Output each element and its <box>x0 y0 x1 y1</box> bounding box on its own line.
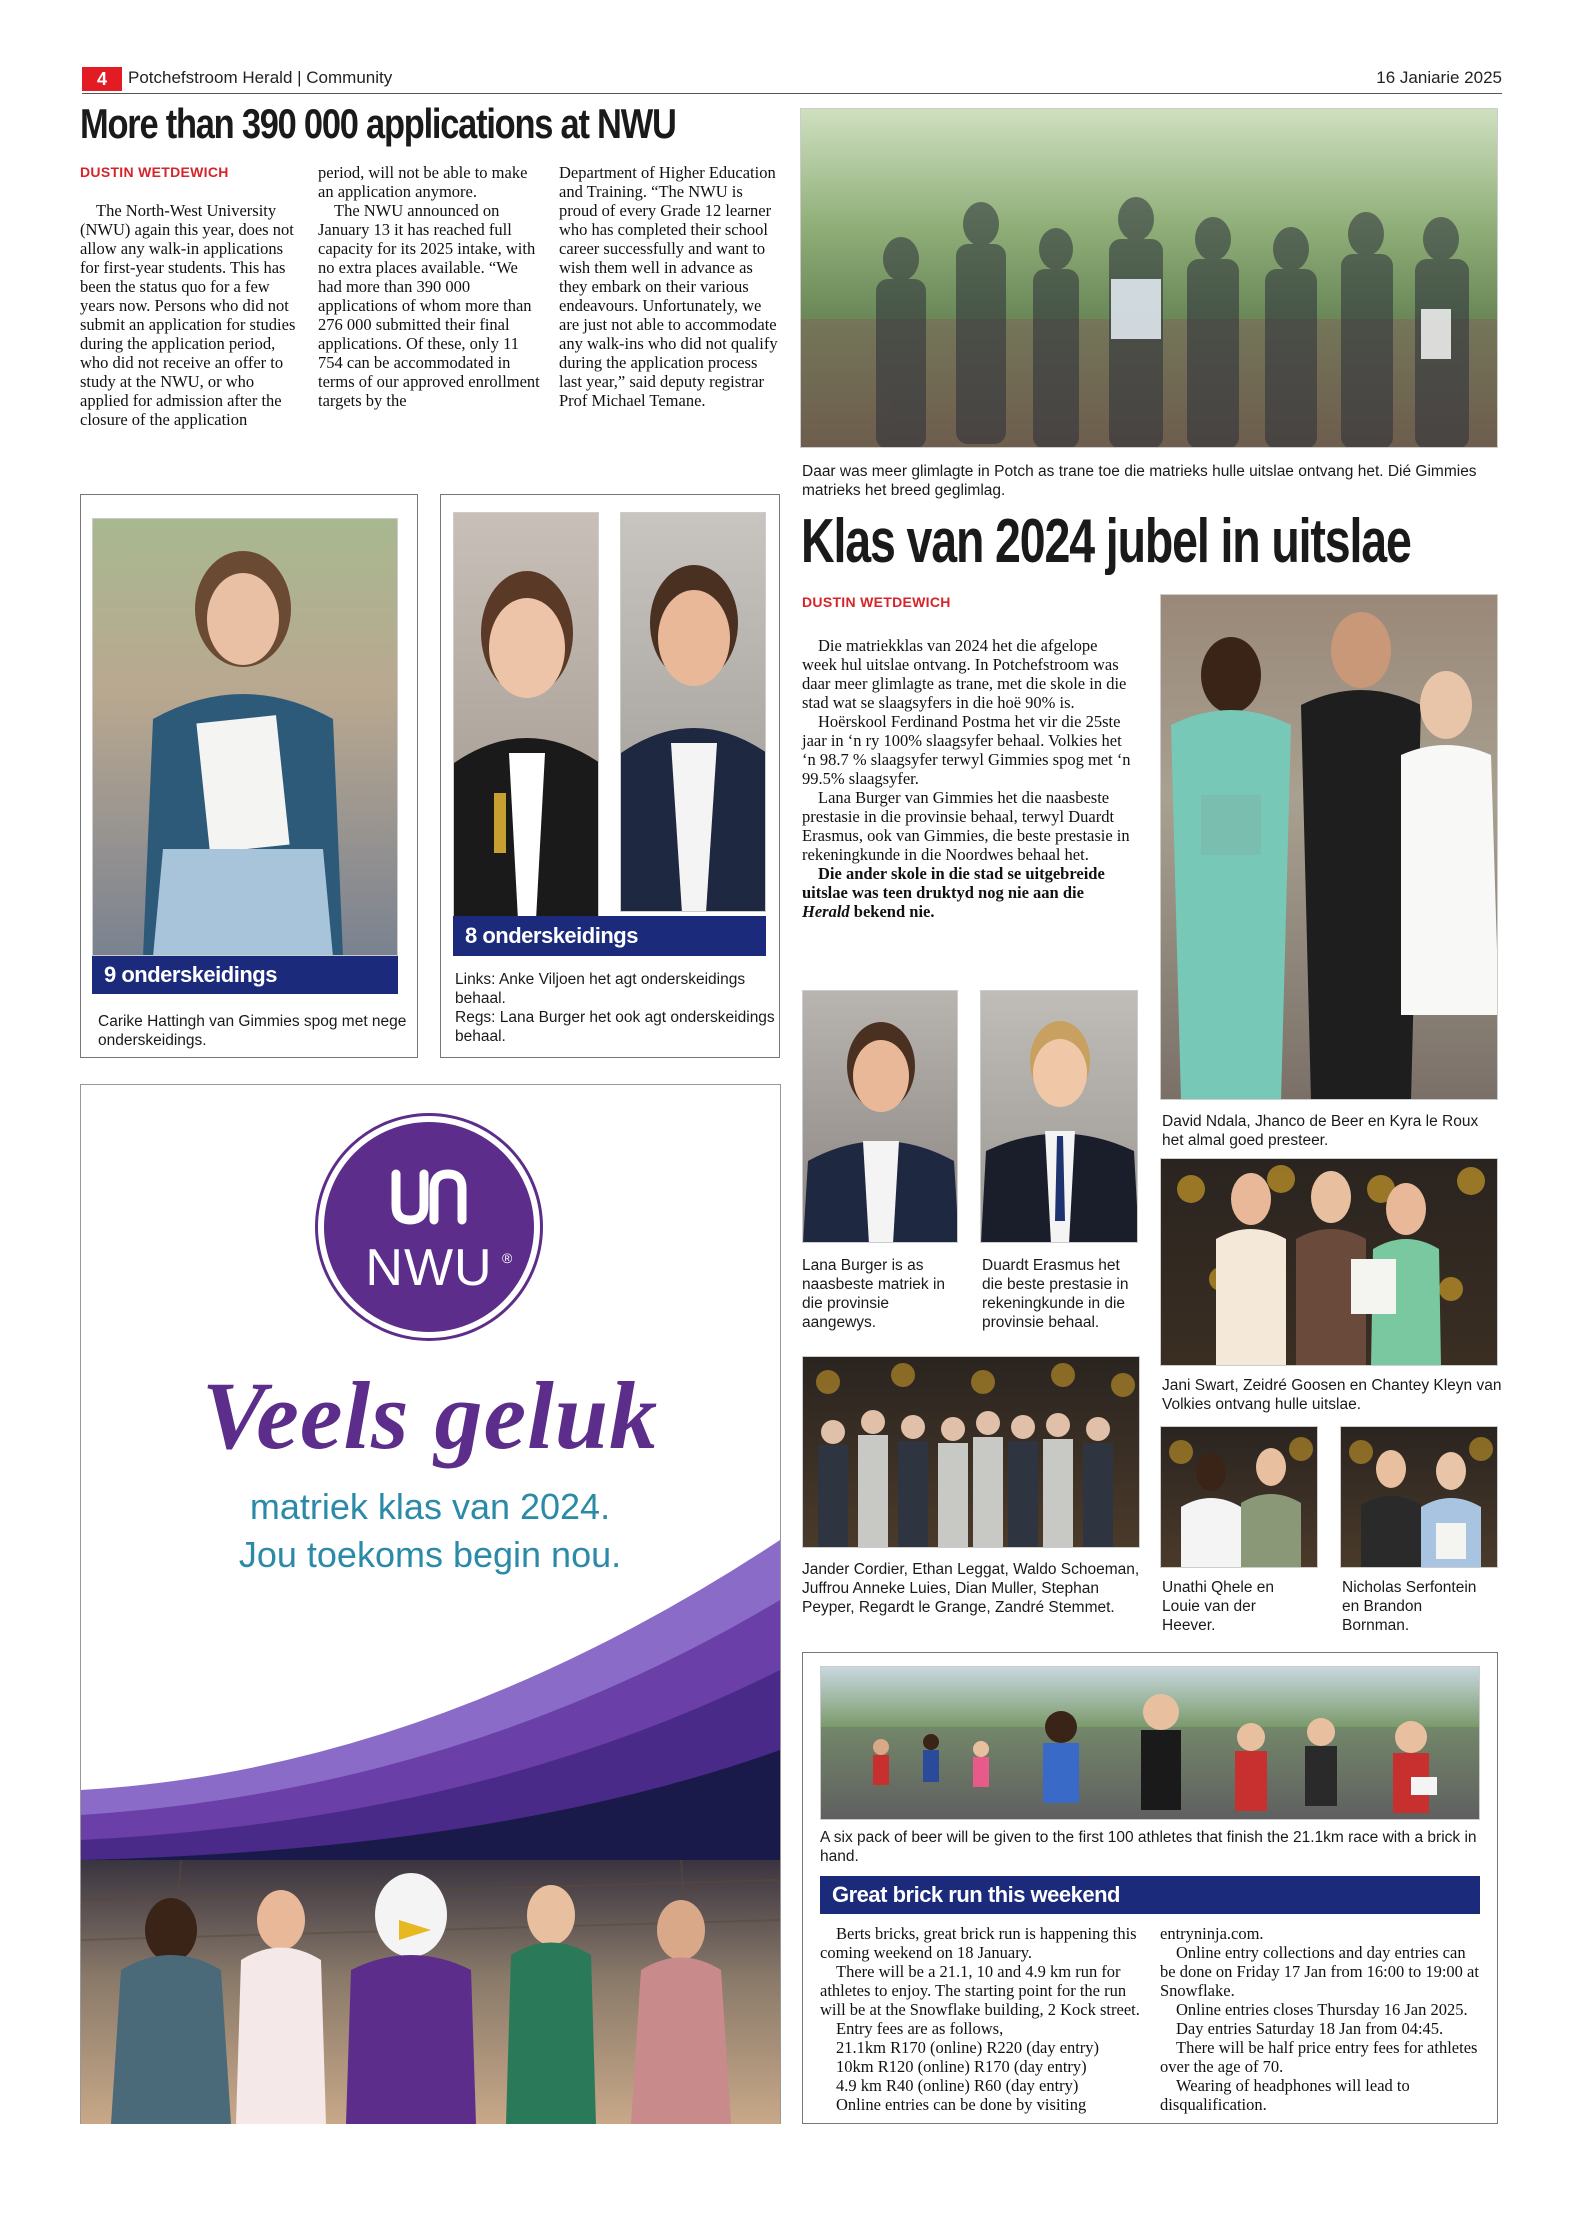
ndala-caption: David Ndala, Jhanco de Beer en Kyra le Roux het almal goed presteer. <box>1162 1113 1479 1149</box>
pair-silhouettes <box>1341 1427 1498 1568</box>
publication-name: Herald <box>802 902 850 921</box>
lana-caption: Lana Burger is as naasbeste matriek in die provinsie aangewys. <box>802 1257 946 1331</box>
caption-line: Regs: Lana Burger het ook agt onderskeidings behaal. <box>455 1009 775 1045</box>
group-silhouettes <box>801 109 1498 448</box>
brick-paragraph: entryninja.com. <box>1160 1924 1264 1943</box>
volkies-photo <box>1160 1158 1498 1366</box>
portrait-silhouette <box>981 991 1138 1243</box>
distinction-banner: 8 onderskeidings <box>453 916 766 956</box>
section-label: Potchefstroom Herald | Community <box>128 68 393 87</box>
anke-photo <box>453 512 599 956</box>
portrait-silhouette <box>621 513 766 912</box>
duardt-caption: Duardt Erasmus het die beste prestasie in rekeningkunde in die provinsie behaal. <box>982 1257 1129 1331</box>
group-silhouettes <box>1161 595 1498 1100</box>
brick-run-banner: Great brick run this weekend <box>820 1876 1480 1914</box>
pair-silhouettes <box>1161 1427 1318 1568</box>
registered-mark: ® <box>502 1250 513 1266</box>
distinction-banner: 9 onderskeidings <box>92 956 398 994</box>
article2-byline: DUSTIN WETDEWICH <box>802 594 951 610</box>
runners-silhouettes <box>821 1667 1480 1820</box>
article-paragraph: period, will not be able to make an application anymore. <box>318 163 528 201</box>
issue-date: 16 Janiarie 2025 <box>1376 68 1502 87</box>
article-column-1 <box>80 201 300 429</box>
article-paragraph: Lana Burger van Gimmies het die naasbeste prestasie in die provinsie behaal, terwyl Duardt Erasmus, ook van Gimmies, die beste prestasie in rekeningkunde in die Noordwes behaal het. <box>802 788 1130 864</box>
ad-tagline-2: Jou toekoms begin nou. <box>238 1534 622 1575</box>
article-paragraph: The North-West University (NWU) again this year, does not allow any walk-in applications for first-year students. This has been the status quo for a few years now. Persons who did not submit an application for studies during the application period, who did not receive an offer to study at the NWU, or who applied for admission after the closure of the application <box>80 201 296 429</box>
box2-caption <box>455 970 775 1046</box>
article-byline: DUSTIN WETDEWICH <box>80 164 229 180</box>
text-span: bekend nie. <box>849 902 935 921</box>
nwu-emblem-icon <box>324 1122 534 1332</box>
brick-paragraph: Entry fees are as follows, <box>836 2019 1004 2038</box>
top-photo-caption: Daar was meer glimlagte in Potch as trane toe die matrieks hulle uitslae ontvang het. Dié Gimmies matrieks het breed geglimlag. <box>802 463 1477 499</box>
brick-photo-caption: A six pack of beer will be given to the first 100 athletes that finish the 21.1km race with a brick in hand. <box>820 1829 1477 1865</box>
page-number: 4 <box>82 67 122 91</box>
article-paragraph: Die matriekklas van 2024 het die afgelope week hul uitslae ontvang. In Potchefstroom was daar meer glimlagte as trane, met die skole in die stad wat se slaagsyfers in die hoë 90% is. <box>802 636 1127 712</box>
ndala-photo <box>1160 594 1498 1100</box>
brick-paragraph: Wearing of headphones will lead to disqualification. <box>1160 2076 1410 2114</box>
ad-tagline-1: matriek klas van 2024. <box>249 1486 611 1527</box>
brick-column-2 <box>1160 1924 1482 2114</box>
lana-photo-small <box>620 512 766 912</box>
article-paragraph: Hoërskool Ferdinand Postma het vir die 25ste jaar in ‘n ry 100% slaagsyfer behaal. Volkies het ‘n 98.7 % slaagsyfer terwyl Gimmies spog met ‘n 99.5% slaagsyfer. <box>802 712 1131 788</box>
article-paragraph: Department of Higher Education and Training. “The NWU is proud of every Grade 12 learner who has completed their school career successfully and want to wish them well in advance as they embark on their various endeavours. Unfortunately, we are just not able to accommodate any walk-ins who did not qualify during the application process last year,” said deputy registrar Prof Michael Temane. <box>559 163 778 410</box>
article-paragraph-bold <box>802 864 1132 921</box>
volkies-caption: Jani Swart, Zeidré Goosen en Chantey Kleyn van Volkies ontvang hulle uitslae. <box>1162 1377 1502 1413</box>
ad-border-top <box>80 1084 780 1085</box>
ad-students-photo <box>81 1860 780 2124</box>
matric-celebration-photo <box>800 108 1498 448</box>
brick-paragraph: Day entries Saturday 18 Jan from 04:45. <box>1176 2019 1444 2038</box>
article-paragraph: The NWU announced on January 13 it has reached full capacity for its 2025 intake, with no extra places available. “We had more than 390 000 applications of whom more than 276 000 submitted their final applications. Of these, only 11 754 can be accommodated in terms of our approved enrollment targets by the <box>318 201 540 410</box>
lana-burger-photo <box>802 990 958 1243</box>
nicholas-caption: Nicholas Serfontein en Brandon Bornman. <box>1342 1579 1477 1634</box>
group-photo <box>802 1356 1140 1548</box>
group-silhouettes <box>1161 1159 1498 1366</box>
unathi-photo <box>1160 1426 1318 1568</box>
brick-column-1 <box>820 1924 1144 2114</box>
duardt-erasmus-photo <box>980 990 1138 1243</box>
nwu-logo-text: NWU <box>365 1239 493 1297</box>
brick-run-photo <box>820 1666 1480 1820</box>
carike-photo <box>92 518 398 956</box>
students-silhouettes <box>81 1860 780 2124</box>
portrait-silhouette <box>93 519 398 956</box>
group-silhouettes <box>803 1357 1140 1548</box>
article-column-2 <box>318 163 540 410</box>
brick-paragraph: There will be a 21.1, 10 and 4.9 km run for athletes to enjoy. The starting point for the run will be at the Snowflake building, 2 Kock street. <box>820 1962 1140 2019</box>
nwu-logo <box>318 1116 540 1338</box>
caption-line: Links: Anke Viljoen het agt onderskeidings behaal. <box>455 971 746 1007</box>
ad-script-heading: Veels geluk <box>201 1362 659 1469</box>
article2-headline: Klas van 2024 jubel in uitslae <box>801 507 1411 576</box>
brick-paragraph: 10km R120 (online) R170 (day entry) <box>836 2057 1087 2076</box>
unathi-caption: Unathi Qhele en Louie van der Heever. <box>1162 1579 1275 1634</box>
brick-paragraph: 21.1km R170 (online) R220 (day entry) <box>836 2038 1100 2057</box>
text-span: Die ander skole in die stad se uitgebreide uitslae was teen druktyd nog nie aan die <box>802 864 1105 902</box>
group-caption: Jander Cordier, Ethan Leggat, Waldo Schoeman, Juffrou Anneke Luies, Dian Muller, Stephan Peyper, Regardt le Grange, Zandré Stemmet. <box>802 1561 1140 1616</box>
brick-paragraph: Online entry collections and day entries can be done on Friday 17 Jan from 16:00 to 19:00 at Snowflake. <box>1160 1943 1479 2000</box>
brick-paragraph: Online entries closes Thursday 16 Jan 2025. <box>1176 2000 1468 2019</box>
brick-paragraph: 4.9 km R40 (online) R60 (day entry) <box>836 2076 1079 2095</box>
article-headline: More than 390 000 applications at NWU <box>80 100 676 147</box>
article-column-3 <box>559 163 779 410</box>
portrait-silhouette <box>803 991 958 1243</box>
header-rule <box>82 93 1502 94</box>
portrait-silhouette <box>454 513 599 956</box>
brick-paragraph: Online entries can be done by visiting <box>836 2095 1087 2114</box>
nicholas-photo <box>1340 1426 1498 1568</box>
box1-caption: Carike Hattingh van Gimmies spog met nege onderskeidings. <box>98 1013 407 1049</box>
article2-body <box>802 636 1132 921</box>
brick-paragraph: Berts bricks, great brick run is happening this coming weekend on 18 January. <box>820 1924 1137 1962</box>
ad-border-right <box>780 1084 781 2124</box>
brick-paragraph: There will be half price entry fees for athletes over the age of 70. <box>1160 2038 1478 2076</box>
